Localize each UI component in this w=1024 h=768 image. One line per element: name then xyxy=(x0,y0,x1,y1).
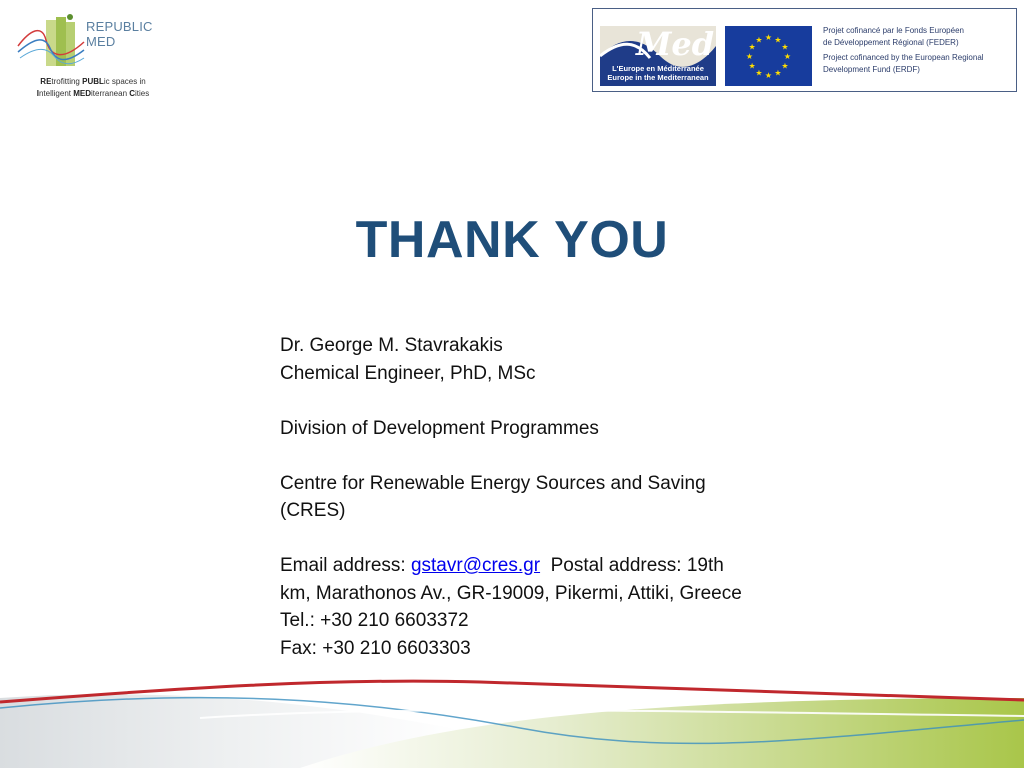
spacer xyxy=(280,387,800,415)
eu-stars-icon xyxy=(725,26,812,86)
med-sub-line2: Europe in the Mediterranean xyxy=(607,73,709,82)
tagline-text-ities: ities xyxy=(135,89,150,98)
eu-fr-line2: de Développement Régional (FEDER) xyxy=(823,38,959,47)
contact-tel: Tel.: +30 210 6603372 xyxy=(280,610,469,631)
eu-star-icon: ★ xyxy=(783,52,792,61)
logo-tagline xyxy=(18,76,168,100)
postal-address-start: Postal address: 19th xyxy=(550,555,724,576)
eu-fr-line1: Projet cofinancé par le Fonds Européen xyxy=(823,26,964,35)
spacer xyxy=(280,442,800,470)
eu-star-icon: ★ xyxy=(745,52,754,61)
decorative-waves xyxy=(0,658,1024,768)
logo-name-line1: REPUBLIC xyxy=(86,19,153,34)
tagline-text-trofitting: trofitting xyxy=(51,77,83,86)
med-wordmark: Med xyxy=(636,26,715,63)
tagline-text-ntelligent: ntelligent xyxy=(38,89,74,98)
eu-en-line2: Development Fund (ERDF) xyxy=(823,65,920,74)
eu-star-icon: ★ xyxy=(755,35,763,45)
eu-en-line1: Project cofinanced by the European Regional xyxy=(823,53,984,62)
tagline-bold-publ: PUBL xyxy=(82,77,104,86)
spacer xyxy=(280,525,800,553)
med-sub-line1: L'Europe en Méditerranée xyxy=(612,64,704,73)
eu-star-icon: ★ xyxy=(764,71,773,80)
eu-star-icon: ★ xyxy=(774,35,782,45)
eu-star-icon: ★ xyxy=(748,61,756,71)
eu-text-english xyxy=(823,52,1015,76)
logo-name-line2: MED xyxy=(86,34,116,49)
tagline-text-ic-spaces: ic spaces in xyxy=(103,77,146,86)
eu-funding-text xyxy=(823,25,1015,79)
eu-text-french xyxy=(823,25,1015,49)
email-label: Email address: xyxy=(280,555,411,576)
eu-star-icon: ★ xyxy=(781,61,789,71)
contact-name: Dr. George M. Stavrakakis xyxy=(280,335,503,356)
contact-details xyxy=(280,332,800,662)
med-subtitle xyxy=(600,64,716,82)
contact-role: Chemical Engineer, PhD, MSc xyxy=(280,362,536,384)
slide-title: THANK YOU xyxy=(355,211,669,269)
eu-star-icon: ★ xyxy=(781,42,789,52)
eu-funding-banner xyxy=(592,8,1017,92)
eu-star-icon: ★ xyxy=(748,42,756,52)
eu-flag xyxy=(725,26,812,86)
contact-fax: Fax: +30 210 6603303 xyxy=(280,637,471,659)
tagline-bold-i: I xyxy=(36,89,39,98)
eu-star-icon: ★ xyxy=(764,33,773,42)
logo-wordmark xyxy=(86,19,153,49)
postal-address-rest: km, Marathonos Av., GR-19009, Pikermi, Attiki, Greece xyxy=(280,582,742,604)
tagline-text-iterranean: iterranean xyxy=(91,89,130,98)
republic-med-emblem-icon xyxy=(16,12,86,74)
tagline-bold-re: RE xyxy=(40,77,52,86)
contact-centre-line1: Centre for Renewable Energy Sources and Saving xyxy=(280,472,706,494)
logo-tagline-line1 xyxy=(18,76,168,88)
email-link[interactable]: gstavr@cres.gr xyxy=(410,555,541,576)
tagline-bold-med: MED xyxy=(73,89,91,98)
contact-email-line xyxy=(280,552,800,580)
tagline-bold-c: C xyxy=(129,89,136,98)
eu-star-icon: ★ xyxy=(755,68,763,78)
eu-star-icon: ★ xyxy=(774,68,782,78)
med-programme-logo xyxy=(600,26,716,86)
contact-centre-line2: (CRES) xyxy=(280,500,346,521)
republic-med-logo xyxy=(16,12,166,104)
contact-division: Division of Development Programmes xyxy=(280,417,599,439)
logo-tagline-line2 xyxy=(18,88,168,100)
